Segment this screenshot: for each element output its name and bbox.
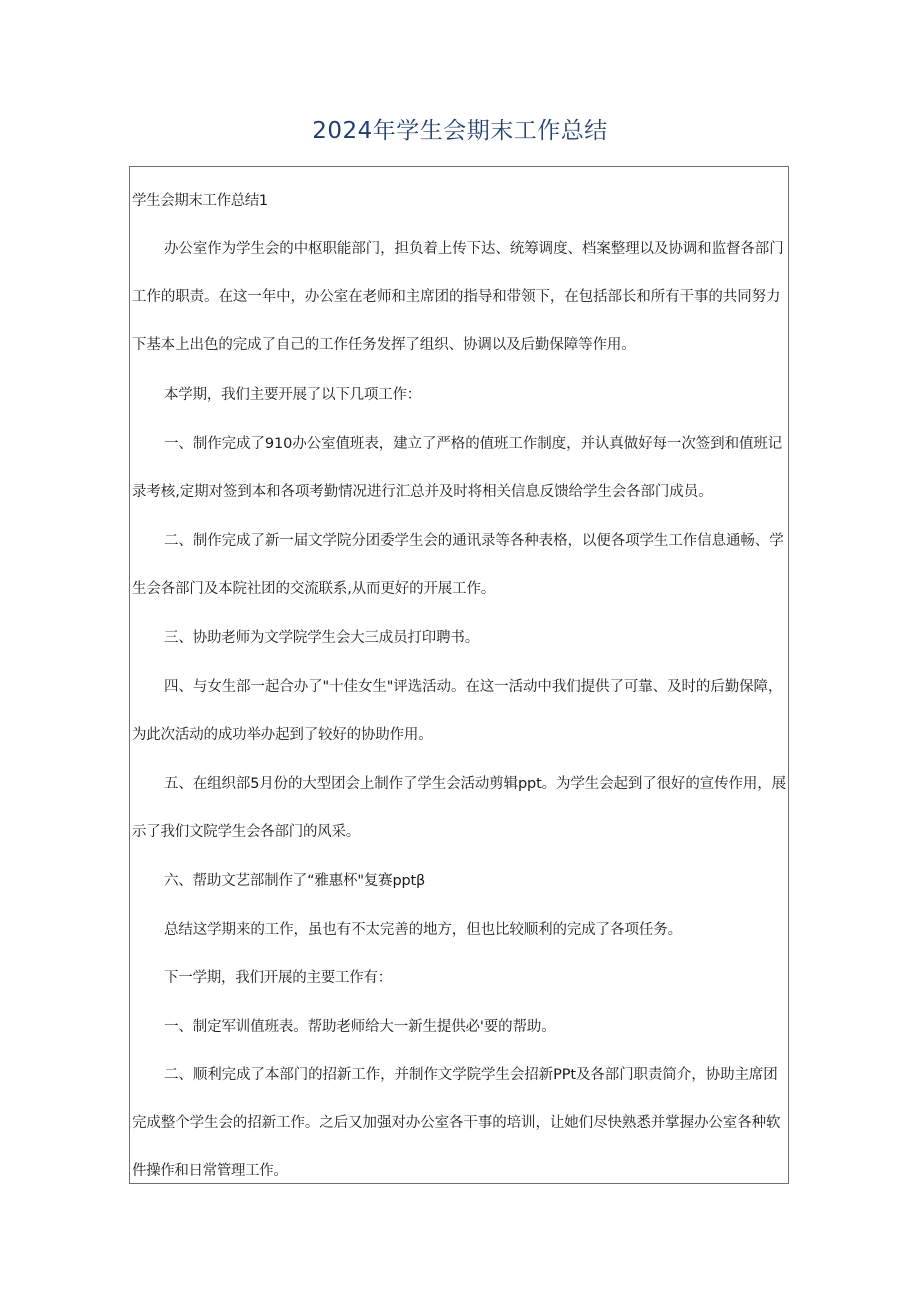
paragraph-line: 为此次活动的成功举办起到了较好的协助作用。 (132, 727, 433, 743)
paragraph-office-role (130, 225, 790, 369)
paragraph-line: 件操作和日常管理工作。 (132, 1163, 288, 1179)
paragraph-item-5 (130, 760, 790, 856)
content-frame (129, 166, 789, 1184)
paragraph-item-3 (130, 614, 790, 662)
paragraph-item-2 (130, 517, 790, 613)
paragraph-line: 一、制定军训值班表。帮助老师给大一新生提供必'要的帮助。 (164, 1019, 556, 1035)
paragraph-next-semester (130, 954, 790, 1002)
paragraph-next-item-1 (130, 1003, 790, 1051)
paragraph-line: 录考核,定期对签到本和各项考勤情况进行汇总并及时将相关信息反馈给学生会各部门成员。 (132, 484, 713, 500)
paragraph-line: 办公室作为学生会的中枢职能部门，担负着上传下达、统筹调度、档案整理以及协调和监督各部门 (164, 241, 784, 257)
paragraph-line: 二、顺利完成了本部门的招新工作，并制作文学院学生会招新PPt及各部门职责简介，协助主席团 (164, 1067, 778, 1083)
paragraph-line: 本学期，我们主要开展了以下几项工作： (164, 387, 422, 403)
paragraph-line: 五、在组织部5月份的大型团会上制作了学生会活动剪辑ppt。为学生会起到了很好的宣传作用，展 (164, 776, 786, 792)
paragraph-line: 生会各部门及本院社团的交流联系,从而更好的开展工作。 (132, 581, 496, 597)
paragraph-item-1 (130, 420, 790, 516)
paragraph-item-4 (130, 663, 790, 759)
section-heading (130, 177, 790, 225)
paragraph-next-item-2 (130, 1051, 790, 1195)
paragraph-semester-intro (130, 371, 790, 419)
paragraph-line: 六、帮助文艺部制作了“雅惠杯"复赛pptβ (164, 873, 426, 889)
paragraph-line: 三、协助老师为文学院学生会大三成员打印聘书。 (164, 630, 480, 646)
paragraph-line: 二、制作完成了新一届文学院分团委学生会的通讯录等各种表格，以便各项学生工作信息通畅、学 (164, 533, 784, 549)
paragraph-summary (130, 906, 790, 954)
paragraph-line: 工作的职责。在这一年中，办公室在老师和主席团的指导和带领下，在包括部长和所有干事的共同努力 (132, 289, 781, 305)
paragraph-line: 总结这学期来的工作，虽也有不太完善的地方，但也比较顺利的完成了各项任务。 (164, 922, 683, 938)
paragraph-item-6 (130, 857, 790, 905)
paragraph-line: 下一学期，我们开展的主要工作有： (164, 970, 392, 986)
paragraph-line: 下基本上出色的完成了自己的工作任务发挥了组织、协调以及后勤保障等作用。 (132, 337, 636, 353)
section-heading-text: 学生会期末工作总结1 (132, 193, 268, 209)
paragraph-line: 示了我们文院学生会各部门的风采。 (132, 824, 360, 840)
document-title: 2024年学生会期末工作总结 (312, 118, 608, 144)
paragraph-line: 四、与女生部一起合办了"十佳女生"评选活动。在这一活动中我们提供了可靠、及时的后勤保障， (164, 679, 783, 695)
paragraph-line: 一、制作完成了910办公室值班表，建立了严格的值班工作制度，并认真做好每一次签到和值班记 (164, 436, 783, 452)
paragraph-line: 完成整个学生会的招新工作。之后又加强对办公室各干事的培训，让她们尽快熟悉并掌握办公室各种软 (132, 1115, 781, 1131)
